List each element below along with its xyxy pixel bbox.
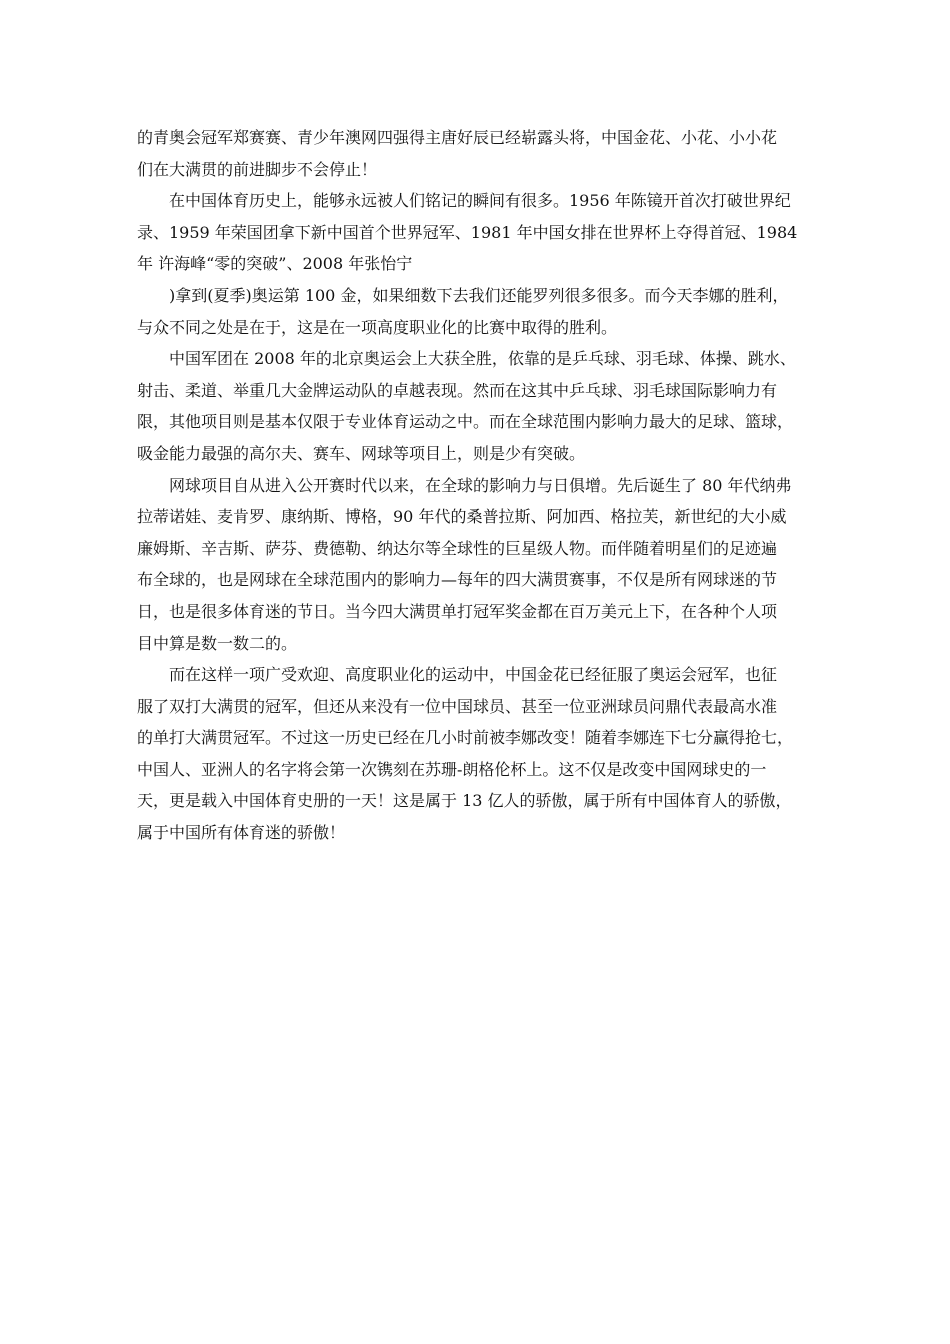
text-line: 们在大满贯的前进脚步不会停止！ — [137, 159, 378, 179]
text-line: 网球项目自从进入公开赛时代以来，在全球的影响力与日俱增。先后诞生了 80 年代纳弗 — [169, 475, 792, 495]
text-line: 天，更是载入中国体育史册的一天！这是属于 13 亿人的骄傲，属于所有中国体育人的骄傲， — [137, 791, 792, 811]
text-line: 年 许海峰“零的突破”、2008 年张怡宁 — [137, 254, 413, 274]
article-body — [137, 122, 827, 849]
text-line: 的单打大满贯冠军。不过这一历史已经在几小时前被李娜改变！随着李娜连下七分赢得抢七， — [137, 728, 794, 748]
text-line: 布全球的，也是网球在全球范围内的影响力—每年的四大满贯赛事，不仅是所有网球迷的节 — [137, 570, 778, 590]
text-line: 中国军团在 2008 年的北京奥运会上大获全胜，依靠的是乒乓球、羽毛球、体操、跳水、 — [169, 349, 796, 369]
text-line: )拿到(夏季)奥运第 100 金，如果细数下去我们还能罗列很多很多。而今天李娜的胜利， — [169, 285, 789, 305]
text-line: 射击、柔道、举重几大金牌运动队的卓越表现。然而在这其中乒乓球、羽毛球国际影响力有 — [137, 380, 778, 400]
text-line: 日，也是很多体育迷的节日。当今四大满贯单打冠军奖金都在百万美元上下，在各种个人项 — [137, 601, 778, 621]
paragraph-2 — [137, 185, 827, 280]
text-line: 服了双打大满贯的冠军，但还从来没有一位中国球员、甚至一位亚洲球员问鼎代表最高水准 — [137, 696, 778, 716]
text-line: 的青奥会冠军郑赛赛、青少年澳网四强得主唐好辰已经崭露头将，中国金花、小花、小小花 — [137, 128, 778, 147]
paragraph-1 — [137, 122, 827, 185]
paragraph-3 — [137, 280, 827, 343]
text-line: 限，其他项目则是基本仅限于专业体育运动之中。而在全球范围内影响力最大的足球、篮球， — [137, 412, 794, 432]
text-line: 而在这样一项广受欢迎、高度职业化的运动中，中国金花已经征服了奥运会冠军，也征 — [169, 665, 778, 685]
text-line: 中国人、亚洲人的名字将会第一次镌刻在苏珊-朗格伦杯上。这不仅是改变中国网球史的一 — [137, 759, 767, 779]
text-line: 在中国体育历史上，能够永远被人们铭记的瞬间有很多。1956 年陈镜开首次打破世界纪 — [169, 191, 791, 211]
text-line: 与众不同之处是在于，这是在一项高度职业化的比赛中取得的胜利。 — [137, 317, 618, 337]
paragraph-5 — [137, 470, 827, 660]
text-line: 吸金能力最强的高尔夫、赛车、网球等项目上，则是少有突破。 — [137, 443, 586, 463]
text-line: 目中算是数一数二的。 — [137, 633, 298, 653]
text-line: 录、1959 年荣国团拿下新中国首个世界冠军、1981 年中国女排在世界杯上夺得首冠、1984 — [137, 222, 798, 242]
paragraph-4 — [137, 343, 827, 469]
text-line: 拉蒂诺娃、麦肯罗、康纳斯、博格，90 年代的桑普拉斯、阿加西、格拉芙，新世纪的大小威 — [137, 507, 787, 527]
paragraph-6 — [137, 659, 827, 849]
text-line: 属于中国所有体育迷的骄傲！ — [137, 823, 346, 843]
text-line: 廉姆斯、辛吉斯、萨芬、费德勒、纳达尔等全球性的巨星级人物。而伴随着明星们的足迹遍 — [137, 538, 778, 558]
